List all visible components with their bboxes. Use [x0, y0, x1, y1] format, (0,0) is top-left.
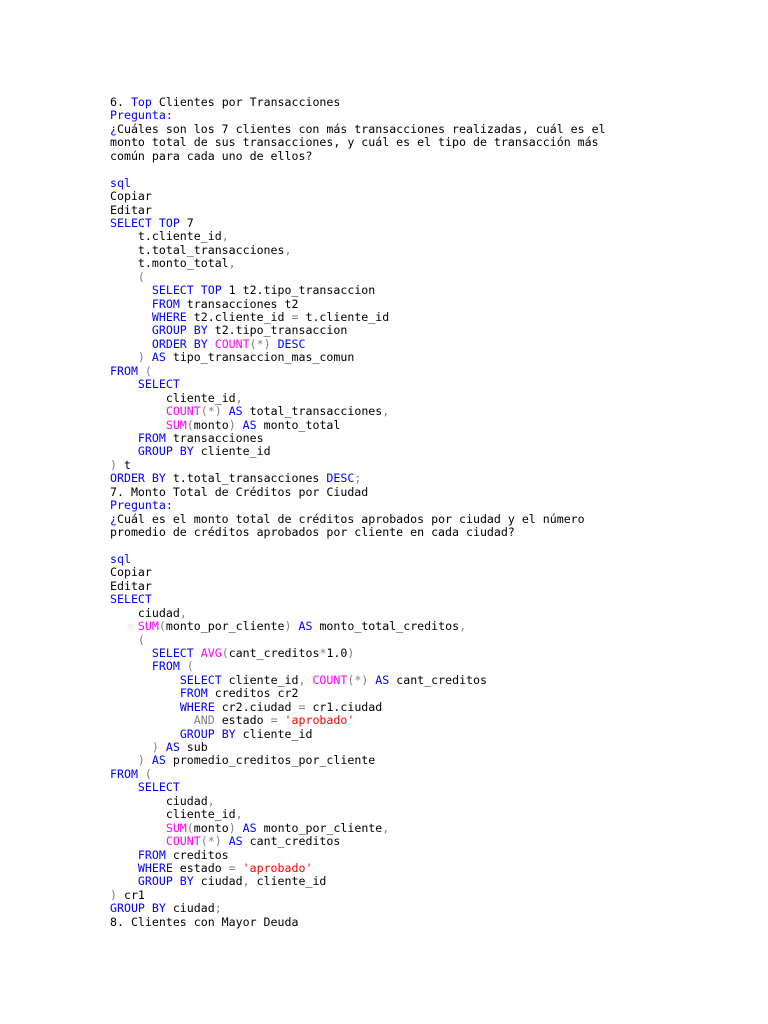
text-token: t2.tipo_transaccion — [207, 323, 348, 338]
keyword-token: ¿ — [110, 511, 117, 526]
operator-token: ) — [347, 645, 355, 660]
text-token — [194, 646, 201, 660]
keyword-token: AS — [151, 753, 166, 768]
code-line — [110, 324, 768, 337]
text-token: cr1.ciudad — [305, 699, 383, 714]
operator-token: ( — [144, 766, 152, 781]
operator-token: (*) — [200, 404, 222, 419]
text-token: monto_total — [256, 417, 341, 432]
code-line — [110, 271, 768, 284]
copy-label — [110, 190, 768, 203]
operator-token: ; — [214, 901, 222, 916]
keyword-token: FROM — [151, 659, 180, 674]
operator-token: , — [382, 820, 390, 835]
code-line — [110, 808, 768, 821]
operator-token: ) — [228, 417, 236, 432]
text-token — [110, 431, 138, 445]
string-literal-token: 'aprobado' — [284, 713, 355, 728]
code-line — [110, 593, 768, 606]
text-token — [110, 874, 138, 888]
keyword-token: FROM — [110, 363, 138, 378]
heading-top-clientes — [110, 96, 768, 109]
text-token: cliente_id — [110, 390, 236, 405]
text-token — [110, 700, 180, 714]
text-token — [110, 834, 166, 848]
operator-token: (*) — [249, 336, 271, 351]
text-token — [110, 619, 138, 633]
code-line — [110, 701, 768, 714]
code-line — [110, 768, 768, 781]
text-token: ciudad — [110, 793, 208, 808]
text-token — [278, 713, 285, 727]
code-line — [110, 607, 768, 620]
code-line — [110, 230, 768, 243]
keyword-token: FROM — [179, 686, 208, 701]
keyword-token: WHERE — [151, 310, 187, 324]
keyword-token: AS — [375, 672, 390, 687]
text-token — [110, 821, 166, 835]
code-line — [110, 459, 768, 472]
text-token: t.total_transacciones — [165, 471, 327, 486]
code-line — [110, 620, 768, 633]
keyword-token: SELECT — [179, 672, 222, 687]
operator-token: , — [284, 242, 292, 257]
keyword-token: FROM — [110, 766, 138, 781]
code-line — [110, 257, 768, 270]
code-line — [110, 378, 768, 391]
code-line — [110, 889, 768, 902]
code-line — [110, 298, 768, 311]
code-line — [110, 862, 768, 875]
text-token: monto_total_creditos — [312, 619, 460, 634]
operator-token: = — [270, 713, 278, 728]
text-token: t2.cliente_id — [186, 310, 292, 324]
operator-token: (*) — [200, 834, 222, 849]
text-token: 1.0 — [326, 645, 348, 660]
edit-label — [110, 580, 768, 593]
text-token: ciudad — [165, 901, 215, 916]
text-token: monto — [193, 820, 229, 835]
code-line — [110, 419, 768, 432]
keyword-token: SELECT TOP — [151, 283, 222, 298]
text-token — [110, 673, 180, 687]
text-token: 8. Clientes con Mayor Deuda — [110, 914, 299, 929]
code-line — [110, 634, 768, 647]
keyword-token: SELECT — [137, 780, 180, 795]
keyword-token: WHERE — [179, 699, 215, 714]
operator-token: , — [459, 619, 467, 634]
operator-token: = — [228, 860, 236, 875]
keyword-token: Pregunta: — [110, 108, 173, 123]
text-token: 1 t2.tipo_transaccion — [221, 283, 376, 298]
code-line — [110, 311, 768, 324]
code-line — [110, 687, 768, 700]
operator-token: , — [235, 390, 243, 405]
code-line — [110, 822, 768, 835]
text-token — [222, 834, 229, 848]
operator-token: ) — [228, 820, 236, 835]
text-token: cr1 — [116, 887, 145, 902]
code-line — [110, 351, 768, 364]
text-token: t.cliente_id — [298, 310, 390, 324]
keyword-token: AS — [151, 350, 166, 365]
keyword-token: ORDER BY — [110, 471, 166, 486]
text-token: Editar — [110, 578, 152, 593]
code-line — [110, 392, 768, 405]
code-line — [110, 849, 768, 862]
keyword-token: AS — [228, 404, 243, 419]
operator-token: , — [228, 256, 236, 271]
text-token: 6. — [110, 95, 131, 109]
function-token: COUNT — [165, 404, 201, 419]
question-line — [110, 136, 768, 149]
code-line — [110, 674, 768, 687]
text-token: Copiar — [110, 189, 152, 204]
question-line — [110, 150, 768, 163]
function-token: SUM — [165, 417, 187, 432]
function-token: COUNT — [312, 672, 348, 687]
text-token: transacciones t2 — [179, 296, 299, 311]
code-line — [110, 714, 768, 727]
text-token: monto — [193, 417, 229, 432]
text-token: transacciones — [165, 430, 264, 445]
text-token — [271, 337, 278, 351]
keyword-token: WHERE — [137, 860, 173, 875]
code-line — [110, 405, 768, 418]
keyword-token: AS — [298, 619, 313, 634]
function-token: COUNT — [214, 336, 250, 351]
function-token: COUNT — [165, 834, 201, 849]
text-token: Cuál es el monto total de créditos aprobados por ciudad y el número — [116, 511, 585, 526]
text-token — [138, 364, 145, 378]
text-token: 7. Monto Total de Créditos por Ciudad — [110, 484, 369, 499]
text-token — [292, 619, 299, 633]
text-token: promedio de créditos aprobados por cliente en cada ciudad? — [110, 525, 515, 539]
text-token — [145, 753, 152, 767]
operator-token: ( — [186, 659, 194, 674]
blank-line — [110, 163, 768, 176]
operator-token: ( — [158, 619, 166, 634]
pregunta-label — [110, 109, 768, 122]
text-token: cliente_id — [249, 874, 327, 889]
text-token: t.cliente_id — [110, 229, 222, 244]
function-token: AVG — [200, 645, 222, 660]
operator-token: , — [235, 807, 243, 822]
text-token: cr2.ciudad — [214, 699, 299, 714]
operator-token: = — [298, 699, 306, 714]
text-token: cliente_id — [110, 807, 236, 822]
keyword-token: GROUP BY — [137, 444, 194, 459]
text-token: Cuáles son los 7 clientes con más transacciones realizadas, cuál es el — [116, 121, 606, 136]
code-lang-label — [110, 177, 768, 190]
keyword-token: DESC — [326, 471, 355, 486]
text-token — [110, 310, 152, 324]
text-token: t — [116, 457, 131, 472]
text-token — [110, 861, 138, 875]
operator-token: * — [319, 645, 327, 660]
operator-token: ; — [354, 471, 362, 486]
text-token: común para cada uno de ellos? — [110, 148, 313, 163]
blank-line — [110, 539, 768, 552]
operator-token: ) — [284, 619, 292, 634]
keyword-token: GROUP BY — [179, 726, 236, 741]
operator-token: ( — [186, 417, 194, 432]
text-token — [138, 767, 145, 781]
text-token — [236, 861, 243, 875]
code-line — [110, 754, 768, 767]
text-token — [110, 780, 138, 794]
code-line — [110, 781, 768, 794]
operator-token: ) — [110, 740, 159, 754]
text-token — [110, 686, 180, 700]
text-token: promedio_creditos_por_cliente — [165, 753, 376, 768]
keyword-token: FROM — [151, 296, 180, 311]
question-line — [110, 123, 768, 136]
keyword-token: SELECT TOP — [110, 215, 180, 230]
text-token — [236, 821, 243, 835]
keyword-token: ¿ — [110, 121, 117, 136]
operator-token: , — [242, 874, 250, 889]
code-line — [110, 284, 768, 297]
text-token — [110, 377, 138, 391]
text-token: monto_por_cliente — [165, 619, 285, 634]
text-token — [208, 337, 215, 351]
function-token: SUM — [165, 820, 187, 835]
code-line — [110, 365, 768, 378]
text-token: tipo_transaccion_mas_comun — [165, 350, 355, 365]
operator-token: ) — [110, 753, 145, 768]
keyword-token: AS — [165, 740, 180, 754]
text-token: sub — [179, 740, 208, 754]
code-line — [110, 902, 768, 915]
keyword-token: Top — [130, 95, 152, 109]
keyword-token: sql — [110, 175, 131, 190]
text-token: creditos cr2 — [207, 686, 299, 701]
text-token: estado — [214, 713, 271, 728]
text-token: cliente_id — [235, 726, 313, 741]
question-line — [110, 513, 768, 526]
code-line — [110, 472, 768, 485]
text-token — [110, 444, 138, 458]
keyword-token: sql — [110, 551, 131, 566]
operator-token: ( — [110, 269, 145, 284]
keyword-token: GROUP BY — [137, 874, 194, 889]
pregunta-label — [110, 499, 768, 512]
operator-token: ) — [110, 350, 145, 365]
text-token — [110, 848, 138, 862]
keyword-token: GROUP BY — [110, 901, 166, 916]
code-line — [110, 728, 768, 741]
text-token: cant_creditos — [242, 834, 341, 849]
code-line — [110, 217, 768, 230]
operator-token: ) — [110, 457, 117, 472]
question-line — [110, 526, 768, 539]
keyword-token: Pregunta: — [110, 498, 173, 513]
copy-label — [110, 566, 768, 579]
text-token: creditos — [165, 847, 229, 862]
text-token: monto total de sus transacciones, y cuál es el tipo de transacción más — [110, 135, 599, 150]
code-line — [110, 660, 768, 673]
operator-token: = — [291, 310, 299, 324]
text-token — [110, 283, 152, 297]
keyword-token: FROM — [137, 847, 166, 862]
operator-token: , — [179, 605, 187, 620]
text-token: Editar — [110, 202, 152, 217]
code-line — [110, 835, 768, 848]
heading-mayor-deuda — [110, 916, 768, 929]
text-token: t.total_transacciones — [110, 242, 285, 257]
operator-token: ( — [110, 632, 145, 647]
text-token — [110, 646, 152, 660]
code-line — [110, 338, 768, 351]
keyword-token: DESC — [277, 336, 306, 351]
code-line — [110, 432, 768, 445]
text-token: cliente_id — [193, 444, 271, 459]
text-token — [159, 740, 166, 754]
string-literal-token: 'aprobado' — [242, 860, 313, 875]
operator-token: ( — [144, 363, 152, 378]
code-lang-label — [110, 553, 768, 566]
keyword-token: AS — [242, 417, 257, 432]
text-token: t.monto_total — [110, 256, 229, 271]
text-token: Copiar — [110, 565, 152, 580]
text-token — [180, 659, 187, 673]
keyword-token: SELECT — [110, 592, 152, 607]
operator-token: , — [221, 229, 229, 244]
text-token: estado — [172, 860, 229, 875]
text-token — [110, 727, 180, 741]
text-token — [110, 297, 152, 311]
text-token — [110, 404, 166, 418]
text-token: cliente_id — [221, 672, 299, 687]
text-token: total_transacciones — [242, 404, 383, 419]
operator-token: AND — [193, 713, 215, 728]
text-token — [145, 350, 152, 364]
operator-token: ( — [221, 645, 229, 660]
keyword-token: GROUP BY — [151, 323, 208, 338]
heading-monto-creditos — [110, 486, 768, 499]
keyword-token: SELECT — [137, 377, 180, 392]
text-token — [236, 418, 243, 432]
operator-token: (*) — [347, 672, 369, 687]
text-token — [110, 418, 166, 432]
operator-token: ) — [110, 887, 117, 902]
function-token: SUM — [137, 619, 159, 634]
code-line — [110, 875, 768, 888]
text-token: Clientes por Transacciones — [151, 95, 341, 109]
keyword-token: SELECT — [151, 645, 194, 660]
edit-label — [110, 204, 768, 217]
text-token: 7 — [179, 215, 194, 230]
operator-token: , — [298, 672, 306, 687]
text-token: monto_por_cliente — [256, 820, 383, 835]
text-token: ciudad — [110, 605, 180, 620]
keyword-token: AS — [228, 834, 243, 849]
keyword-token: ORDER BY — [151, 336, 208, 351]
operator-token: ( — [186, 820, 194, 835]
text-token — [110, 713, 194, 727]
keyword-token: AS — [242, 820, 257, 835]
text-token: cant_creditos — [389, 672, 487, 687]
text-token: cant_creditos — [228, 645, 320, 660]
code-line — [110, 795, 768, 808]
code-line — [110, 647, 768, 660]
text-token — [110, 337, 152, 351]
text-token — [110, 659, 152, 673]
keyword-token: FROM — [137, 430, 166, 445]
operator-token: , — [207, 793, 215, 808]
operator-token: , — [382, 404, 390, 419]
text-token — [222, 404, 229, 418]
code-line — [110, 741, 768, 754]
code-line — [110, 445, 768, 458]
code-line — [110, 244, 768, 257]
text-token: ciudad — [193, 874, 243, 889]
text-token — [110, 323, 152, 337]
